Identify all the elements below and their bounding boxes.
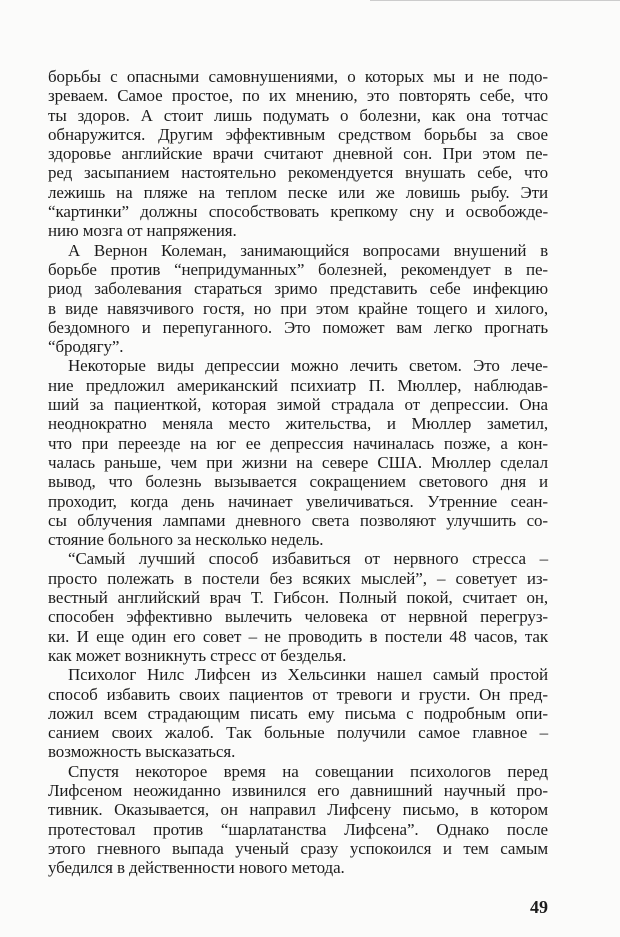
text-line: “Самый лучший способ избавиться от нервного стресса – xyxy=(68,549,548,569)
text-line: санием своих жалоб. Так больные получили самое главное – xyxy=(48,723,548,743)
text-line: борьбы с опасными самовнушениями, о которых мы и не подо- xyxy=(48,67,548,86)
text-line: лежишь на пляже на теплом песке или же ловишь рыбу. Эти xyxy=(48,182,548,202)
text-line: убедился в действенности нового метода. xyxy=(48,858,345,878)
text-line: ший за пациенткой, которая зимой страдала от депрессии. Она xyxy=(48,395,548,415)
page-body-text xyxy=(48,67,548,877)
text-line: Спустя некоторое время на совещании психологов перед xyxy=(68,761,548,781)
text-line: риод заболевания стараться зримо представить себе инфекцию xyxy=(48,279,548,299)
paragraph xyxy=(48,67,548,241)
text-line: ки. И еще один его совет – не проводить в постели 48 часов, так xyxy=(48,626,548,646)
text-line: тивник. Оказывается, он направил Лифсену письмо, в котором xyxy=(48,800,548,820)
paragraph xyxy=(48,762,548,878)
text-line: бездомного и перепуганного. Это поможет вам легко прогнать xyxy=(48,317,548,337)
text-line: ложил всем страдающим писать ему письма с подробным опи- xyxy=(48,703,548,723)
text-line: в виде навязчивого гостя, но при этом крайне тощего и хилого, xyxy=(48,298,548,318)
text-line: этого гневного выпада ученый сразу успокоился и тем самым xyxy=(48,838,548,858)
paragraph xyxy=(48,241,548,357)
text-line: способ избавить своих пациентов от тревоги и грусти. Он пред- xyxy=(48,684,548,704)
text-line: “бродягу”. xyxy=(48,337,124,357)
text-line: ты здоров. А стоит лишь подумать о болезни, как она тотчас xyxy=(48,105,548,125)
text-line: проходит, когда день начинает увеличиваться. Утренние сеан- xyxy=(48,491,548,511)
text-line: Некоторые виды депрессии можно лечить светом. Это лече- xyxy=(68,356,548,376)
text-line: обнаружится. Другим эффективным средством борьбы за свое xyxy=(48,124,548,144)
text-line: просто полежать в постели без всяких мыслей”, – советует из- xyxy=(48,568,548,588)
text-line: ние предложил американский психиатр П. Мюллер, наблюдав- xyxy=(48,375,548,395)
text-line: Лифсеном неожиданно извинился его давнишний научный про- xyxy=(48,780,548,800)
text-line: неоднократно меняла место жительства, и Мюллер заметил, xyxy=(48,414,548,434)
text-line: зреваем. Самое простое, по их мнению, это повторять себе, что xyxy=(48,86,548,106)
page-number: 49 xyxy=(530,897,548,917)
text-line: А Вернон Колеман, занимающийся вопросами внушений в xyxy=(68,240,548,260)
text-line: протестовал против “шарлатанства Лифсена”. Однако после xyxy=(48,819,548,839)
text-line: как может возникнуть стресс от безделья. xyxy=(48,645,347,665)
scan-edge-line xyxy=(370,0,620,1)
text-line: нию мозга от напряжения. xyxy=(48,221,237,241)
text-line: Психолог Нилс Лифсен из Хельсинки нашел самый простой xyxy=(68,665,548,685)
text-line: борьбе против “непридуманных” болезней, рекомендует в пе- xyxy=(48,259,548,279)
text-line: возможность высказаться. xyxy=(48,742,236,762)
text-line: способен эффективно вылечить человека от нервной перегруз- xyxy=(48,607,548,627)
text-line: чалась раньше, чем при жизни на севере США. Мюллер сделал xyxy=(48,452,548,472)
paragraph xyxy=(48,549,548,665)
text-line: что при переезде на юг ее депрессия начиналась позже, а кон- xyxy=(48,433,548,453)
text-line: ред засыпанием настоятельно рекомендуется внушать себе, что xyxy=(48,163,548,183)
text-line: сы облучения лампами дневного света позволяют улучшить со- xyxy=(48,510,548,530)
text-line: вестный английский врач Т. Гибсон. Полный покой, считает он, xyxy=(48,588,548,608)
text-line: стояние больного за несколько недель. xyxy=(48,530,324,550)
text-line: здоровье английские врачи считают дневной сон. При этом пе- xyxy=(48,144,548,164)
text-line: “картинки” должны способствовать крепкому сну и освобожде- xyxy=(48,202,548,222)
text-line: вывод, что болезнь вызывается сокращением светового дня и xyxy=(48,472,548,492)
paragraph xyxy=(48,665,548,761)
paragraph xyxy=(48,356,548,549)
